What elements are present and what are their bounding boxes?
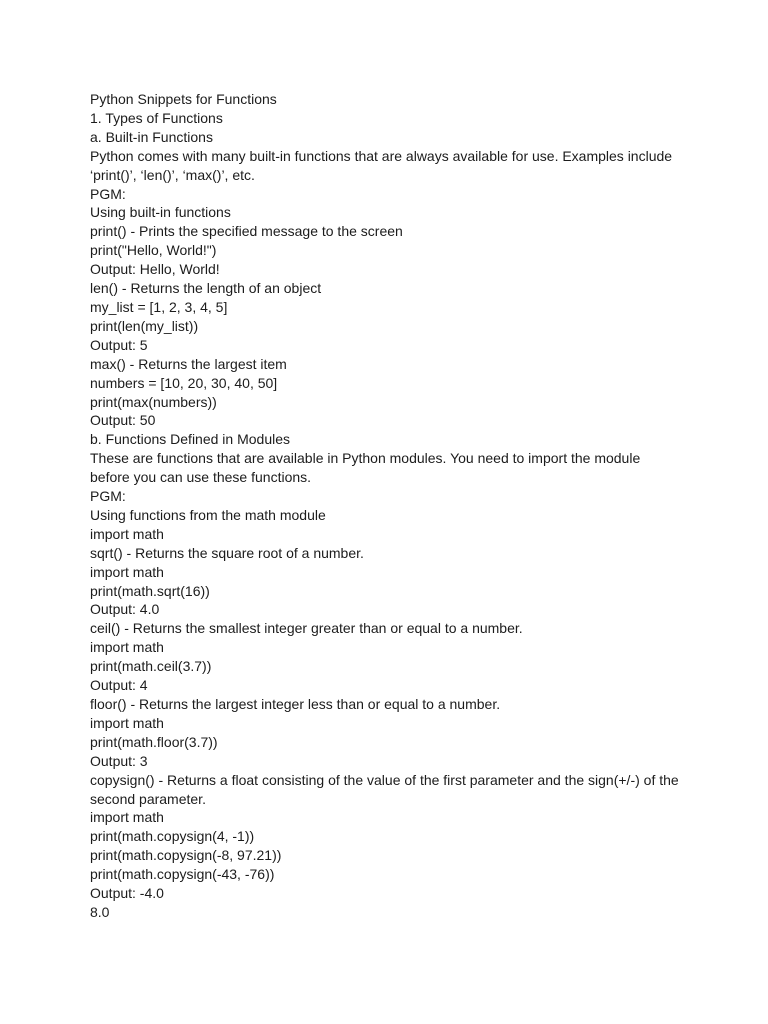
document-title: Python Snippets for Functions [90,91,277,107]
code-line: import math [90,714,164,731]
output-line: Output: 5 [90,336,148,353]
output-line: 8.0 [90,903,110,920]
code-line: print(math.floor(3.7)) [90,733,218,750]
code-line: print(len(my_list)) [90,317,199,334]
document-body [90,90,682,922]
comment-line: Using built-in functions [90,204,231,221]
code-line: print(math.copysign(-43, -76)) [90,866,275,883]
text-line: len() - Returns the length of an object [90,280,322,297]
subsection-heading: a. Built-in Functions [90,128,213,145]
text-line: max() - Returns the largest item [90,355,287,372]
code-line: print(max(numbers)) [90,393,217,410]
code-line: print("Hello, World!") [90,242,217,259]
output-line: Output: -4.0 [90,885,164,902]
output-line: Output: 3 [90,752,148,769]
code-line: numbers = [10, 20, 30, 40, 50] [90,374,278,391]
output-line: Output: 4 [90,677,148,694]
code-line: my_list = [1, 2, 3, 4, 5] [90,298,228,315]
text-line: print() - Prints the specified message to the screen [90,223,403,240]
comment-line: Using functions from the math module [90,506,326,523]
output-line: Output: 50 [90,412,156,429]
paragraph: Python comes with many built-in functions that are always available for use. Examples include ‘print()’, ‘len()’, ‘max()’, etc. [90,147,673,183]
code-line: print(math.copysign(4, -1)) [90,828,255,845]
code-line: import math [90,809,164,826]
text-line: copysign() - Returns a float consisting of the value of the first parameter and the sign(+/-) of the second parameter. [90,771,679,807]
code-line: import math [90,639,164,656]
program-label: PGM: [90,488,126,505]
text-line: ceil() - Returns the smallest integer greater than or equal to a number. [90,620,523,637]
code-line: print(math.copysign(-8, 97.21)) [90,847,282,864]
code-line: import math [90,563,164,580]
code-line: print(math.ceil(3.7)) [90,658,212,675]
code-line: print(math.sqrt(16)) [90,582,210,599]
text-line: sqrt() - Returns the square root of a number. [90,544,364,561]
program-label: PGM: [90,185,126,202]
text-line: floor() - Returns the largest integer less than or equal to a number. [90,696,501,712]
subsection-heading: b. Functions Defined in Modules [90,431,290,448]
section-heading: 1. Types of Functions [90,109,223,126]
paragraph: These are functions that are available in Python modules. You need to import the module before you can use these functions. [90,450,641,486]
output-line: Output: 4.0 [90,601,160,618]
output-line: Output: Hello, World! [90,261,220,278]
code-line: import math [90,525,164,542]
